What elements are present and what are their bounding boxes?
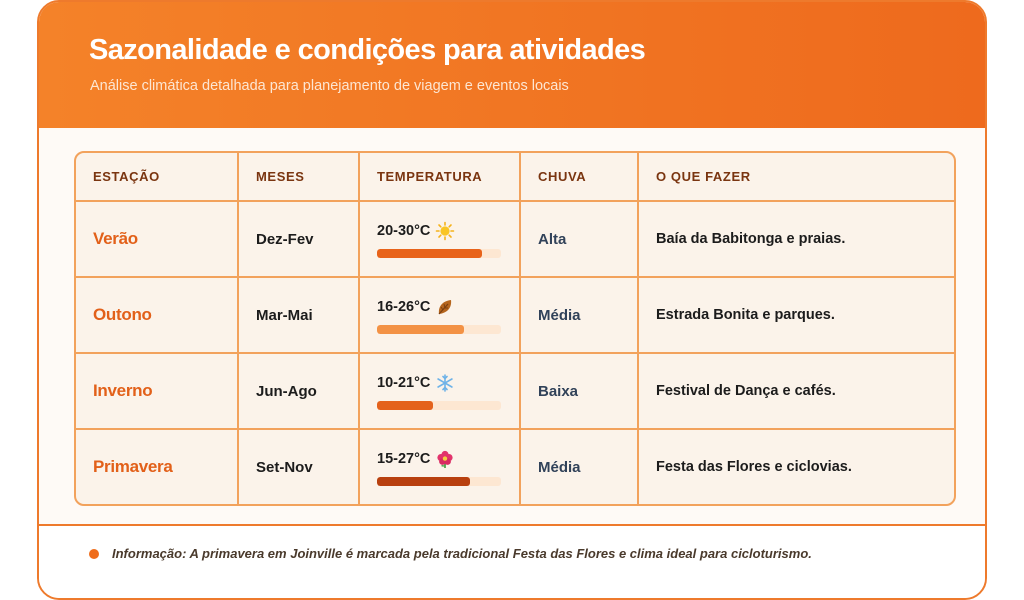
temperature-range: 16-26°C bbox=[377, 298, 431, 315]
temperature-bar-fill bbox=[377, 249, 482, 258]
temperature-range: 15-27°C bbox=[377, 450, 431, 467]
temperature-bar bbox=[377, 477, 501, 486]
column-header-activities: O QUE FAZER bbox=[637, 153, 954, 200]
table-row bbox=[76, 428, 954, 504]
rain-level: Média bbox=[538, 306, 581, 324]
temperature-bar bbox=[377, 249, 501, 258]
temperature-bar-fill bbox=[377, 401, 433, 410]
column-header-rain: CHUVA bbox=[519, 153, 637, 200]
page-subtitle: Análise climática detalhada para planejamento de viagem e eventos locais bbox=[90, 78, 569, 94]
snowflake-icon bbox=[435, 373, 455, 393]
season-months: Dez-Fev bbox=[256, 230, 314, 248]
bullet-dot bbox=[89, 549, 99, 559]
activity-text: Festival de Dança e cafés. bbox=[656, 383, 836, 399]
column-header-months: MESES bbox=[237, 153, 358, 200]
temperature-bar-fill bbox=[377, 477, 470, 486]
activity-text: Estrada Bonita e parques. bbox=[656, 307, 835, 323]
temperature-bar-fill bbox=[377, 325, 464, 334]
autumn-leaf-icon bbox=[435, 297, 455, 317]
season-name: Outono bbox=[93, 305, 152, 324]
season-months: Set-Nov bbox=[256, 458, 313, 476]
temperature-range: 20-30°C bbox=[377, 222, 431, 239]
rain-level: Alta bbox=[538, 230, 567, 248]
seasons-table bbox=[74, 151, 956, 506]
info-note: Informação: A primavera em Joinville é marcada pela tradicional Festa das Flores e clima ideal para cicloturismo. bbox=[112, 546, 812, 561]
activity-text: Festa das Flores e ciclovias. bbox=[656, 459, 852, 475]
seasonality-card bbox=[37, 0, 987, 600]
flower-icon bbox=[435, 449, 455, 469]
page-title: Sazonalidade e condições para atividades bbox=[89, 34, 646, 66]
column-header-season: ESTAÇÃO bbox=[93, 169, 160, 184]
table-row bbox=[76, 200, 954, 276]
table-row bbox=[76, 352, 954, 428]
card-header bbox=[39, 2, 985, 128]
info-footer bbox=[39, 524, 985, 600]
season-months: Mar-Mai bbox=[256, 306, 313, 324]
rain-level: Baixa bbox=[538, 382, 579, 400]
column-header-temperature: TEMPERATURA bbox=[358, 153, 519, 200]
temperature-bar bbox=[377, 325, 501, 334]
season-name: Primavera bbox=[93, 457, 173, 476]
temperature-bar bbox=[377, 401, 501, 410]
season-name: Verão bbox=[93, 229, 138, 248]
temperature-range: 10-21°C bbox=[377, 374, 431, 391]
table-header-row bbox=[76, 153, 954, 200]
activity-text: Baía da Babitonga e praias. bbox=[656, 231, 846, 247]
table-row bbox=[76, 276, 954, 352]
season-name: Inverno bbox=[93, 381, 153, 400]
season-months: Jun-Ago bbox=[256, 382, 317, 400]
sun-icon bbox=[435, 221, 455, 241]
rain-level: Média bbox=[538, 458, 581, 476]
